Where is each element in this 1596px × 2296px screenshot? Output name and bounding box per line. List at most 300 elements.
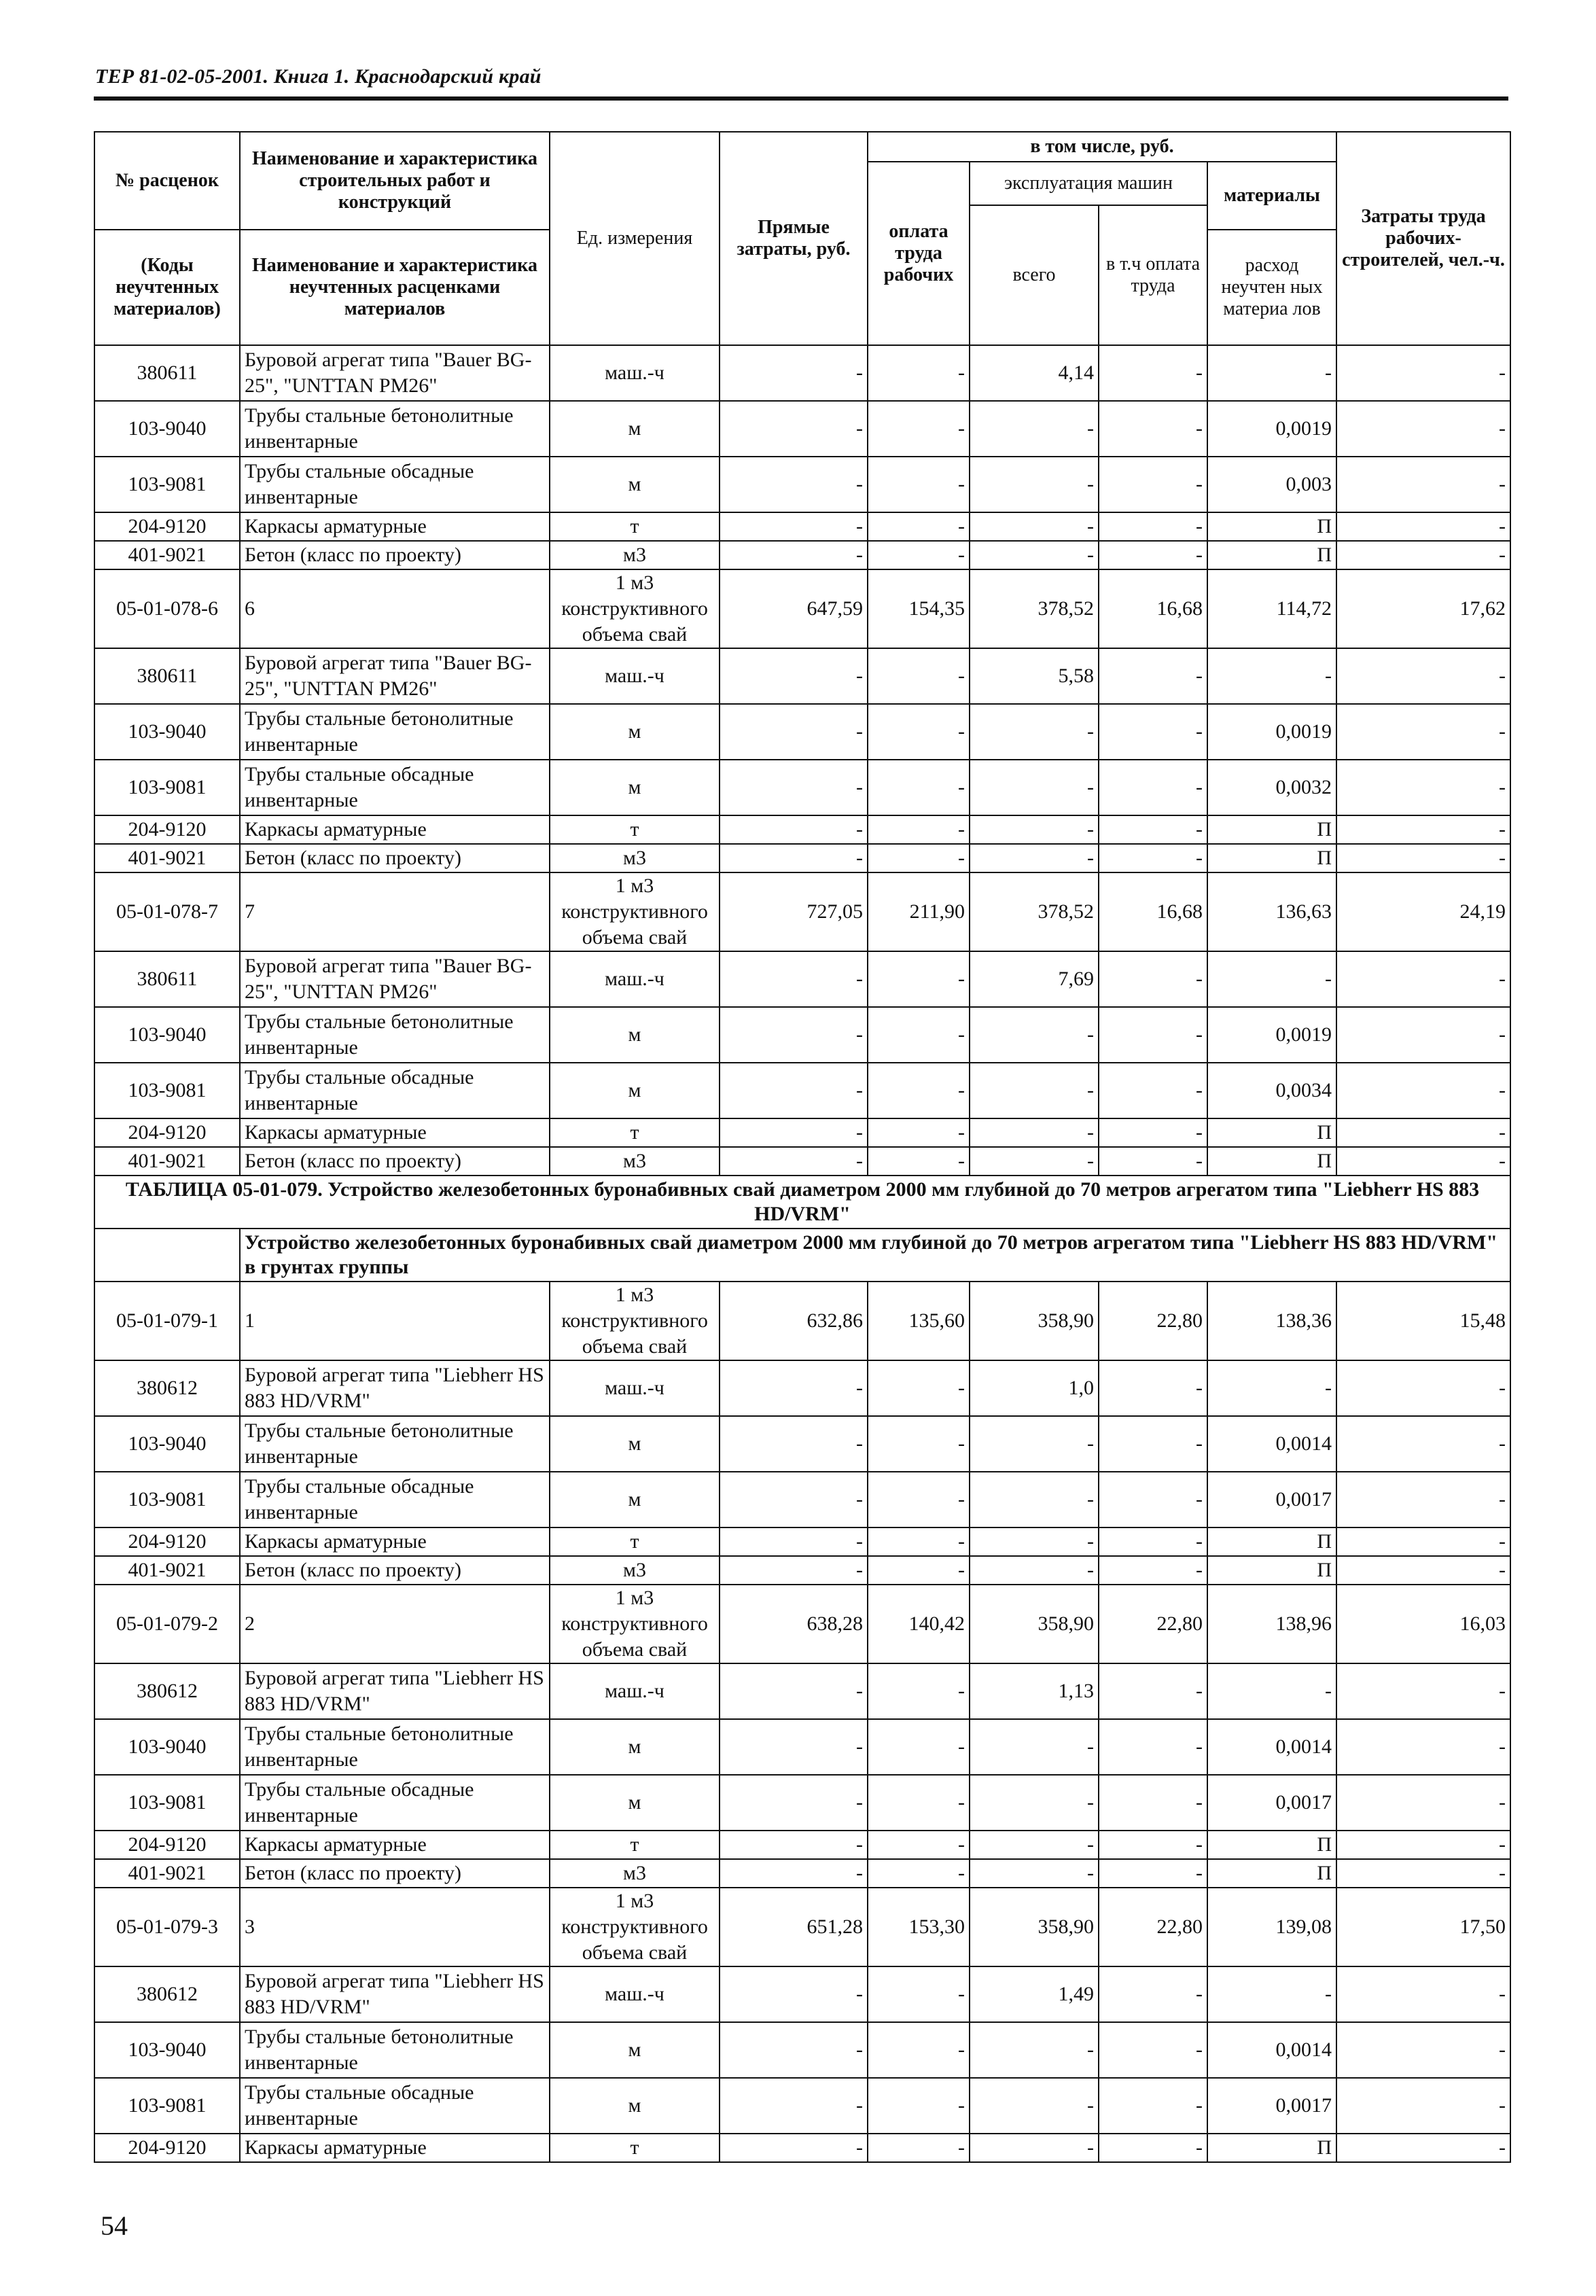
- cell-direct: -: [720, 1118, 868, 1147]
- cell-machine-total: -: [970, 1118, 1099, 1147]
- cell-materials: 0,0017: [1207, 1775, 1336, 1831]
- cell-code: 05-01-079-2: [94, 1585, 240, 1663]
- cell-labor-cost: -: [1336, 1416, 1510, 1472]
- cell-name: Трубы стальные обсадные инвентарные: [240, 1775, 550, 1831]
- cell-direct: -: [720, 345, 868, 401]
- cell-name: Каркасы арматурные: [240, 2134, 550, 2162]
- cell-direct: -: [720, 1416, 868, 1472]
- cell-code: 103-9040: [94, 1719, 240, 1775]
- cell-machine-total: 7,69: [970, 951, 1099, 1007]
- cell-name: Бетон (класс по проекту): [240, 541, 550, 569]
- cell-code: 204-9120: [94, 2134, 240, 2162]
- cell-unit: 1 м3 конструктивного объема свай: [550, 1888, 720, 1966]
- cell-direct: -: [720, 951, 868, 1007]
- cell-labor-pay: -: [868, 1663, 970, 1719]
- cell-name: 2: [240, 1585, 550, 1663]
- cell-name: Трубы стальные бетонолитные инвентарные: [240, 1719, 550, 1775]
- cell-labor-cost: -: [1336, 401, 1510, 457]
- cell-unit: м: [550, 401, 720, 457]
- cell-code: 103-9040: [94, 704, 240, 760]
- cell-labor-pay: -: [868, 541, 970, 569]
- cell-code: 103-9040: [94, 401, 240, 457]
- cell-labor-pay: 140,42: [868, 1585, 970, 1663]
- cell-labor-pay: -: [868, 1775, 970, 1831]
- cell-labor-pay: 153,30: [868, 1888, 970, 1966]
- cell-machine-labor: -: [1099, 1147, 1207, 1176]
- col-unit-header: Ед. измерения: [550, 132, 720, 345]
- cell-machine-total: -: [970, 1007, 1099, 1063]
- cell-labor-pay: -: [868, 2134, 970, 2162]
- cell-direct: -: [720, 1831, 868, 1859]
- cell-labor-pay: 211,90: [868, 872, 970, 951]
- cell-name: Каркасы арматурные: [240, 1527, 550, 1556]
- resource-row: [94, 1007, 1510, 1063]
- cell-machine-labor: -: [1099, 844, 1207, 872]
- cell-machine-labor: 22,80: [1099, 1585, 1207, 1663]
- cell-materials: -: [1207, 1663, 1336, 1719]
- cell-labor-pay: -: [868, 512, 970, 541]
- col-materials-header: материалы: [1207, 162, 1336, 230]
- cell-materials: 0,0034: [1207, 1063, 1336, 1118]
- cell-machine-total: -: [970, 512, 1099, 541]
- cell-unit: м: [550, 704, 720, 760]
- cell-name: Трубы стальные бетонолитные инвентарные: [240, 1007, 550, 1063]
- cell-machine-total: -: [970, 1719, 1099, 1775]
- cell-labor-cost: -: [1336, 1147, 1510, 1176]
- col-name-subheader: Наименование и характеристика неучтенных расценками материалов: [240, 230, 550, 345]
- cell-machine-labor: -: [1099, 1966, 1207, 2022]
- cell-direct: -: [720, 704, 868, 760]
- cell-code: 103-9040: [94, 1007, 240, 1063]
- cell-direct: -: [720, 1663, 868, 1719]
- resource-row: [94, 1663, 1510, 1719]
- cell-unit: т: [550, 1831, 720, 1859]
- running-header: ТЕР 81-02-05-2001. Книга 1. Краснодарский край: [95, 65, 542, 88]
- cell-code: 401-9021: [94, 844, 240, 872]
- cell-name: Бетон (класс по проекту): [240, 1147, 550, 1176]
- rates-table: [94, 131, 1511, 2163]
- col-machine-header: эксплуатация машин: [970, 162, 1207, 205]
- cell-machine-total: -: [970, 760, 1099, 815]
- cell-machine-total: 1,0: [970, 1360, 1099, 1416]
- cell-unit: м: [550, 457, 720, 512]
- cell-materials: 0,003: [1207, 457, 1336, 512]
- resource-row: [94, 2022, 1510, 2078]
- cell-machine-labor: 22,80: [1099, 1888, 1207, 1966]
- cell-machine-total: -: [970, 1472, 1099, 1527]
- cell-machine-labor: -: [1099, 1360, 1207, 1416]
- cell-name: Трубы стальные бетонолитные инвентарные: [240, 704, 550, 760]
- cell-unit: м: [550, 1472, 720, 1527]
- resource-row: [94, 401, 1510, 457]
- cell-machine-labor: 16,68: [1099, 872, 1207, 951]
- cell-unit: маш.-ч: [550, 1663, 720, 1719]
- cell-machine-labor: -: [1099, 951, 1207, 1007]
- cell-machine-total: 358,90: [970, 1888, 1099, 1966]
- cell-labor-cost: 24,19: [1336, 872, 1510, 951]
- table-header: [94, 132, 1510, 345]
- cell-labor-pay: -: [868, 815, 970, 844]
- cell-materials: -: [1207, 1360, 1336, 1416]
- cell-labor-pay: -: [868, 1147, 970, 1176]
- cell-unit: м: [550, 2022, 720, 2078]
- cell-unit: маш.-ч: [550, 1360, 720, 1416]
- cell-materials: П: [1207, 1118, 1336, 1147]
- section-title: ТАБЛИЦА 05-01-079. Устройство железобетонных буронабивных свай диаметром 2000 мм глубиной до 70 метров агрегатом типа "Liebherr HS 883 HD/VRM": [94, 1176, 1510, 1229]
- resource-row: [94, 1063, 1510, 1118]
- cell-direct: -: [720, 1966, 868, 2022]
- cell-labor-pay: -: [868, 345, 970, 401]
- cell-machine-labor: -: [1099, 2134, 1207, 2162]
- resource-row: [94, 1775, 1510, 1831]
- cell-code: 05-01-079-3: [94, 1888, 240, 1966]
- cell-labor-pay: -: [868, 1527, 970, 1556]
- cell-machine-labor: -: [1099, 1663, 1207, 1719]
- cell-labor-cost: -: [1336, 1831, 1510, 1859]
- cell-materials: 114,72: [1207, 569, 1336, 648]
- cell-direct: -: [720, 648, 868, 704]
- cell-unit: маш.-ч: [550, 951, 720, 1007]
- cell-labor-cost: -: [1336, 648, 1510, 704]
- resource-row: [94, 1118, 1510, 1147]
- cell-unit: м3: [550, 1556, 720, 1585]
- cell-labor-pay: -: [868, 1416, 970, 1472]
- cell-unit: м3: [550, 1859, 720, 1888]
- cell-unit: м: [550, 1063, 720, 1118]
- col-code-subheader: (Коды неучтенных материалов): [94, 230, 240, 345]
- cell-machine-total: 378,52: [970, 569, 1099, 648]
- col-labor-pay-header: оплата труда рабочих: [868, 162, 970, 345]
- cell-name: Трубы стальные обсадные инвентарные: [240, 1063, 550, 1118]
- cell-materials: -: [1207, 951, 1336, 1007]
- cell-labor-cost: -: [1336, 1007, 1510, 1063]
- cell-machine-labor: -: [1099, 815, 1207, 844]
- cell-unit: т: [550, 1527, 720, 1556]
- cell-direct: -: [720, 2022, 868, 2078]
- cell-machine-labor: -: [1099, 704, 1207, 760]
- cell-machine-total: 358,90: [970, 1282, 1099, 1360]
- cell-unit: 1 м3 конструктивного объема свай: [550, 872, 720, 951]
- cell-name: Буровой агрегат типа "Liebherr HS 883 HD/VRM": [240, 1966, 550, 2022]
- page-number: 54: [101, 2210, 128, 2241]
- cell-labor-pay: -: [868, 760, 970, 815]
- col-name-header: Наименование и характеристика строительных работ и конструкций: [240, 132, 550, 230]
- resource-row: [94, 1556, 1510, 1585]
- cell-unit: маш.-ч: [550, 648, 720, 704]
- cell-labor-cost: 15,48: [1336, 1282, 1510, 1360]
- cell-machine-total: -: [970, 401, 1099, 457]
- resource-row: [94, 345, 1510, 401]
- cell-labor-pay: -: [868, 1556, 970, 1585]
- cell-name: Каркасы арматурные: [240, 815, 550, 844]
- cell-unit: м: [550, 1416, 720, 1472]
- cell-unit: маш.-ч: [550, 1966, 720, 2022]
- cell-code: 380611: [94, 345, 240, 401]
- cell-unit: м: [550, 1775, 720, 1831]
- cell-code: 204-9120: [94, 512, 240, 541]
- cell-labor-cost: -: [1336, 1472, 1510, 1527]
- cell-labor-pay: -: [868, 1360, 970, 1416]
- cell-code: 204-9120: [94, 1527, 240, 1556]
- cell-materials: П: [1207, 1831, 1336, 1859]
- cell-unit: м3: [550, 1147, 720, 1176]
- cell-machine-total: -: [970, 457, 1099, 512]
- cell-unit: м: [550, 1719, 720, 1775]
- cell-name: Буровой агрегат типа "Liebherr HS 883 HD/VRM": [240, 1663, 550, 1719]
- col-machine-incl-header: в т.ч оплата труда: [1099, 205, 1207, 345]
- cell-unit: м: [550, 760, 720, 815]
- cell-code: 401-9021: [94, 1859, 240, 1888]
- cell-unit: м: [550, 1007, 720, 1063]
- cell-machine-total: -: [970, 1416, 1099, 1472]
- cell-code: 401-9021: [94, 1556, 240, 1585]
- cell-name: 7: [240, 872, 550, 951]
- header-rule: [94, 96, 1508, 101]
- cell-code: 380611: [94, 951, 240, 1007]
- cell-direct: -: [720, 760, 868, 815]
- cell-machine-labor: -: [1099, 1556, 1207, 1585]
- resource-row: [94, 760, 1510, 815]
- cell-materials: П: [1207, 1527, 1336, 1556]
- resource-row: [94, 1360, 1510, 1416]
- cell-machine-labor: -: [1099, 2022, 1207, 2078]
- cell-code: 380612: [94, 1360, 240, 1416]
- cell-code: 380612: [94, 1663, 240, 1719]
- cell-direct: -: [720, 1360, 868, 1416]
- cell-labor-cost: -: [1336, 1556, 1510, 1585]
- cell-unit: 1 м3 конструктивного объема свай: [550, 1585, 720, 1663]
- cell-unit: маш.-ч: [550, 345, 720, 401]
- cell-materials: 0,0017: [1207, 2078, 1336, 2134]
- cell-direct: 638,28: [720, 1585, 868, 1663]
- cell-labor-cost: -: [1336, 1360, 1510, 1416]
- cell-direct: -: [720, 1472, 868, 1527]
- cell-direct: 727,05: [720, 872, 868, 951]
- cell-direct: -: [720, 1775, 868, 1831]
- cell-unit: 1 м3 конструктивного объема свай: [550, 569, 720, 648]
- cell-code: 204-9120: [94, 1831, 240, 1859]
- resource-row: [94, 2134, 1510, 2162]
- cell-name: Бетон (класс по проекту): [240, 1556, 550, 1585]
- cell-machine-labor: -: [1099, 345, 1207, 401]
- col-materials-subheader: расход неучтен ных материа лов: [1207, 230, 1336, 345]
- cell-direct: -: [720, 457, 868, 512]
- cell-machine-total: 358,90: [970, 1585, 1099, 1663]
- cell-direct: 632,86: [720, 1282, 868, 1360]
- cell-machine-total: -: [970, 844, 1099, 872]
- resource-row: [94, 2078, 1510, 2134]
- cell-labor-cost: -: [1336, 1966, 1510, 2022]
- resource-row: [94, 648, 1510, 704]
- cell-machine-labor: -: [1099, 1775, 1207, 1831]
- cell-labor-cost: -: [1336, 1663, 1510, 1719]
- cell-direct: -: [720, 815, 868, 844]
- cell-name: Каркасы арматурные: [240, 1118, 550, 1147]
- cell-machine-total: 1,49: [970, 1966, 1099, 2022]
- resource-row: [94, 704, 1510, 760]
- rate-row: [94, 569, 1510, 648]
- cell-name: Каркасы арматурные: [240, 512, 550, 541]
- cell-code: 103-9081: [94, 1775, 240, 1831]
- rate-row: [94, 1888, 1510, 1966]
- resource-row: [94, 512, 1510, 541]
- cell-unit: т: [550, 1118, 720, 1147]
- cell-name: Каркасы арматурные: [240, 1831, 550, 1859]
- cell-materials: П: [1207, 844, 1336, 872]
- cell-name: Бетон (класс по проекту): [240, 844, 550, 872]
- cell-machine-labor: -: [1099, 1831, 1207, 1859]
- cell-materials: -: [1207, 1966, 1336, 2022]
- cell-labor-cost: -: [1336, 951, 1510, 1007]
- cell-materials: 138,96: [1207, 1585, 1336, 1663]
- cell-labor-pay: -: [868, 704, 970, 760]
- cell-labor-cost: -: [1336, 2134, 1510, 2162]
- cell-machine-total: 4,14: [970, 345, 1099, 401]
- cell-machine-labor: -: [1099, 1472, 1207, 1527]
- col-machine-total-header: всего: [970, 205, 1099, 345]
- cell-materials: 0,0014: [1207, 1416, 1336, 1472]
- cell-machine-total: -: [970, 1063, 1099, 1118]
- cell-machine-labor: 22,80: [1099, 1282, 1207, 1360]
- cell-machine-labor: -: [1099, 1007, 1207, 1063]
- group-title: Устройство железобетонных буронабивных свай диаметром 2000 мм глубиной до 70 метров агрегатом типа "Liebherr HS 883 HD/VRM" в грунтах группы: [240, 1229, 1510, 1282]
- cell-direct: -: [720, 844, 868, 872]
- cell-code: 103-9040: [94, 2022, 240, 2078]
- cell-machine-labor: -: [1099, 401, 1207, 457]
- cell-unit: м3: [550, 541, 720, 569]
- cell-name: 3: [240, 1888, 550, 1966]
- cell-labor-cost: -: [1336, 1063, 1510, 1118]
- cell-machine-total: -: [970, 2022, 1099, 2078]
- cell-unit: м3: [550, 844, 720, 872]
- cell-machine-total: -: [970, 1775, 1099, 1831]
- cell-unit: т: [550, 512, 720, 541]
- cell-machine-labor: -: [1099, 1118, 1207, 1147]
- resource-row: [94, 815, 1510, 844]
- cell-direct: -: [720, 1556, 868, 1585]
- cell-name: Трубы стальные бетонолитные инвентарные: [240, 2022, 550, 2078]
- cell-materials: 0,0017: [1207, 1472, 1336, 1527]
- cell-labor-cost: -: [1336, 815, 1510, 844]
- cell-labor-cost: -: [1336, 512, 1510, 541]
- cell-direct: -: [720, 1859, 868, 1888]
- cell-unit: 1 м3 конструктивного объема свай: [550, 1282, 720, 1360]
- resource-row: [94, 951, 1510, 1007]
- cell-machine-labor: -: [1099, 457, 1207, 512]
- cell-direct: -: [720, 1719, 868, 1775]
- cell-labor-cost: -: [1336, 541, 1510, 569]
- col-code-header: № расценок: [94, 132, 240, 230]
- cell-direct: 647,59: [720, 569, 868, 648]
- cell-labor-cost: -: [1336, 760, 1510, 815]
- cell-machine-total: 5,58: [970, 648, 1099, 704]
- cell-name: Буровой агрегат типа "Liebherr HS 883 HD/VRM": [240, 1360, 550, 1416]
- cell-labor-cost: -: [1336, 457, 1510, 512]
- cell-labor-pay: -: [868, 1831, 970, 1859]
- cell-direct: -: [720, 541, 868, 569]
- cell-materials: 139,08: [1207, 1888, 1336, 1966]
- cell-labor-cost: -: [1336, 1118, 1510, 1147]
- cell-name: Трубы стальные бетонолитные инвентарные: [240, 401, 550, 457]
- cell-machine-total: -: [970, 541, 1099, 569]
- rate-row: [94, 872, 1510, 951]
- cell-materials: 0,0019: [1207, 1007, 1336, 1063]
- cell-machine-labor: -: [1099, 1859, 1207, 1888]
- cell-machine-labor: 16,68: [1099, 569, 1207, 648]
- cell-machine-labor: -: [1099, 541, 1207, 569]
- cell-name: Бетон (класс по проекту): [240, 1859, 550, 1888]
- cell-name: 6: [240, 569, 550, 648]
- cell-materials: -: [1207, 345, 1336, 401]
- cell-code: 05-01-078-6: [94, 569, 240, 648]
- cell-machine-total: -: [970, 2078, 1099, 2134]
- cell-code: 401-9021: [94, 541, 240, 569]
- cell-name: Буровой агрегат типа "Bauer BG-25", "UNTTAN PM26": [240, 648, 550, 704]
- cell-direct: -: [720, 2134, 868, 2162]
- cell-code: 103-9081: [94, 2078, 240, 2134]
- resource-row: [94, 1966, 1510, 2022]
- cell-name: 1: [240, 1282, 550, 1360]
- cell-labor-pay: -: [868, 2022, 970, 2078]
- cell-materials: 0,0019: [1207, 401, 1336, 457]
- cell-labor-pay: -: [868, 844, 970, 872]
- cell-direct: -: [720, 1007, 868, 1063]
- cell-name: Трубы стальные бетонолитные инвентарные: [240, 1416, 550, 1472]
- cell-labor-pay: -: [868, 1859, 970, 1888]
- cell-code: 103-9081: [94, 1063, 240, 1118]
- cell-direct: -: [720, 512, 868, 541]
- cell-materials: 136,63: [1207, 872, 1336, 951]
- cell-labor-cost: -: [1336, 1859, 1510, 1888]
- cell-labor-cost: -: [1336, 2078, 1510, 2134]
- cell-machine-labor: -: [1099, 1527, 1207, 1556]
- cell-labor-pay: -: [868, 457, 970, 512]
- resource-row: [94, 1527, 1510, 1556]
- group-title-row: [94, 1229, 1510, 1282]
- cell-machine-total: -: [970, 704, 1099, 760]
- col-incl-header: в том числе, руб.: [868, 132, 1336, 162]
- cell-materials: -: [1207, 648, 1336, 704]
- table-body: [94, 345, 1510, 2162]
- cell-materials: П: [1207, 1556, 1336, 1585]
- cell-code: 05-01-079-1: [94, 1282, 240, 1360]
- cell-labor-pay: -: [868, 1118, 970, 1147]
- col-direct-header: Прямые затраты, руб.: [720, 132, 868, 345]
- resource-row: [94, 1859, 1510, 1888]
- cell-labor-cost: 17,62: [1336, 569, 1510, 648]
- cell-labor-cost: -: [1336, 844, 1510, 872]
- cell-direct: 651,28: [720, 1888, 868, 1966]
- cell-materials: 0,0014: [1207, 2022, 1336, 2078]
- resource-row: [94, 1719, 1510, 1775]
- cell-machine-total: -: [970, 1556, 1099, 1585]
- cell-code: 103-9040: [94, 1416, 240, 1472]
- cell-labor-pay: -: [868, 648, 970, 704]
- cell-machine-labor: -: [1099, 760, 1207, 815]
- cell-labor-cost: -: [1336, 2022, 1510, 2078]
- cell-materials: П: [1207, 1859, 1336, 1888]
- cell-name: Трубы стальные обсадные инвентарные: [240, 760, 550, 815]
- resource-row: [94, 1147, 1510, 1176]
- rate-row: [94, 1585, 1510, 1663]
- cell-code: 103-9081: [94, 457, 240, 512]
- cell-materials: 138,36: [1207, 1282, 1336, 1360]
- cell-labor-pay: -: [868, 951, 970, 1007]
- cell-materials: 0,0032: [1207, 760, 1336, 815]
- cell-machine-labor: -: [1099, 1719, 1207, 1775]
- cell-labor-pay: -: [868, 1966, 970, 2022]
- section-title-row: [94, 1176, 1510, 1229]
